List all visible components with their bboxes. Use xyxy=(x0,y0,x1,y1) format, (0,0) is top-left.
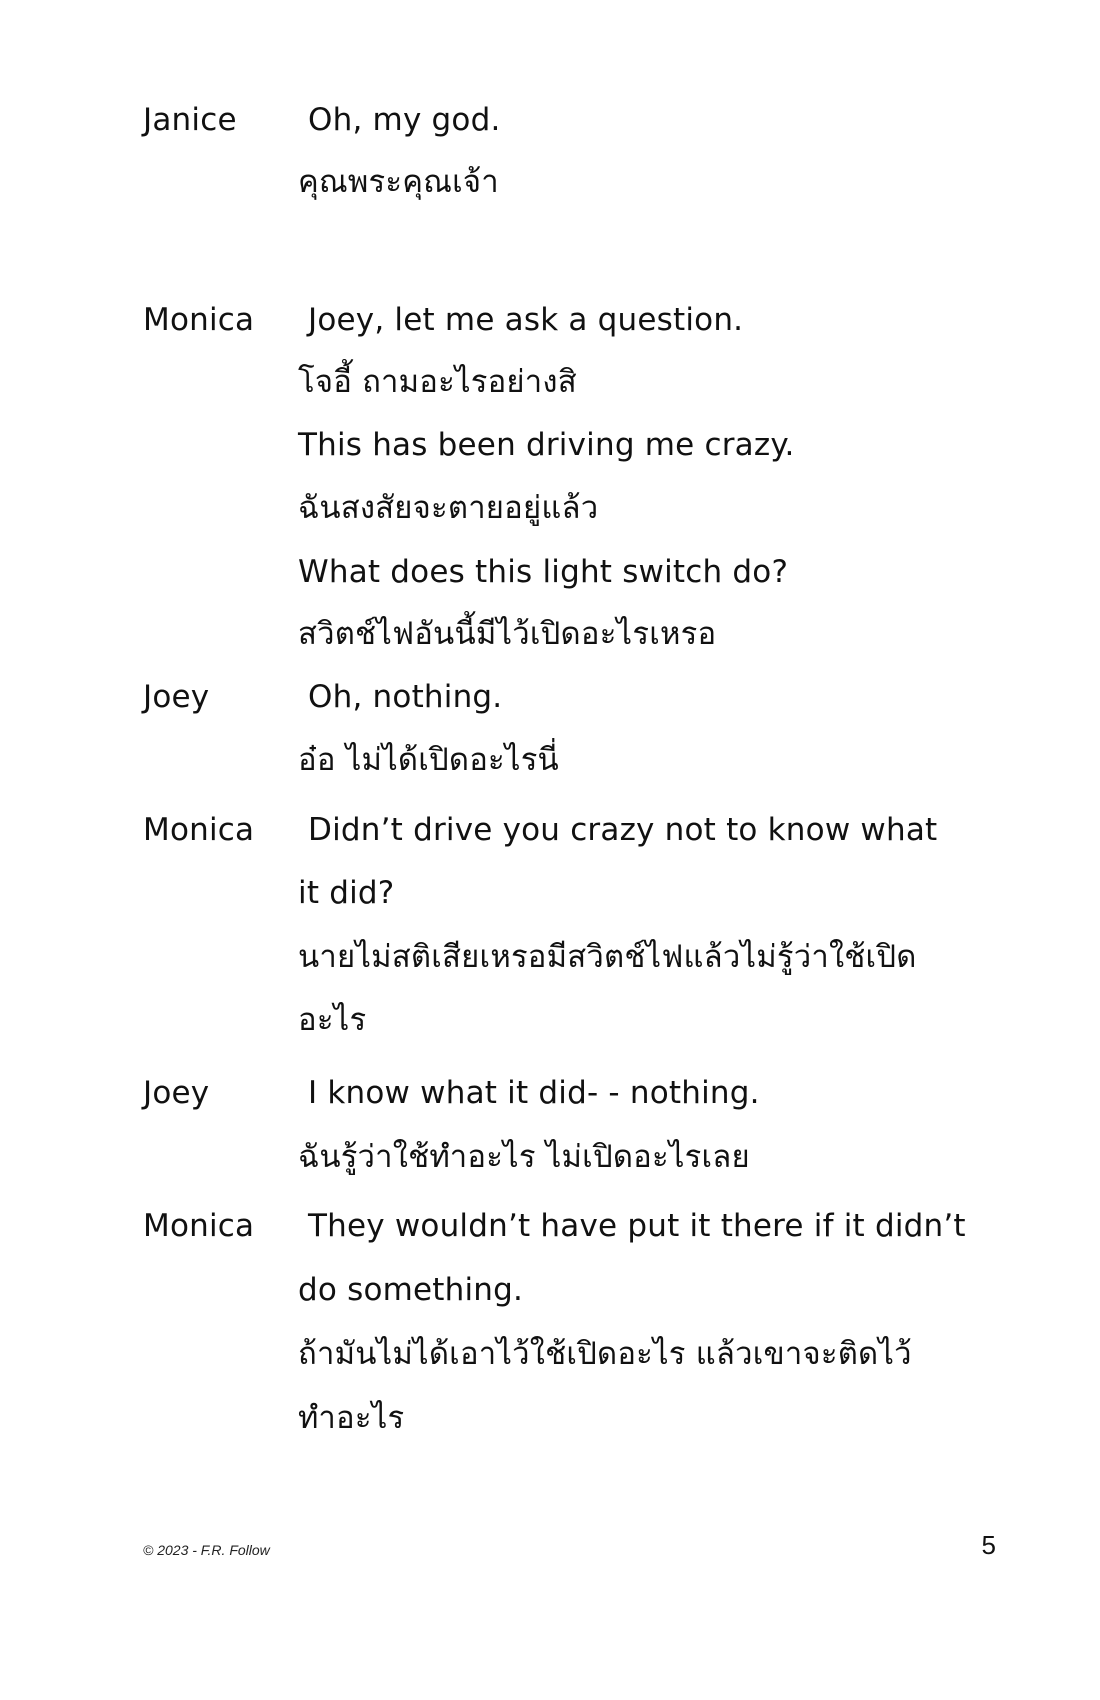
thai-line: ฉันรู้ว่าใช้ทำอะไร ไม่เปิดอะไรเลย xyxy=(298,1139,750,1175)
speaker-name: Monica xyxy=(143,812,255,848)
copyright-notice: © 2023 - F.R. Follow xyxy=(143,1542,270,1558)
english-line: Didn’t drive you crazy not to know what xyxy=(308,812,938,848)
speaker-name: Joey xyxy=(143,1075,210,1111)
english-line: it did? xyxy=(298,875,395,911)
thai-line: คุณพระคุณเจ้า xyxy=(298,164,499,200)
thai-line: ทำอะไร xyxy=(298,1400,405,1436)
speaker-name: Joey xyxy=(143,679,210,715)
thai-line: ฉันสงสัยจะตายอยู่แล้ว xyxy=(298,490,599,526)
english-line: I know what it did- - nothing. xyxy=(308,1075,760,1111)
thai-line: อะไร xyxy=(298,1002,367,1038)
thai-line: สวิตช์ไฟอันนี้มีไว้เปิดอะไรเหรอ xyxy=(298,616,717,652)
speaker-name: Monica xyxy=(143,302,255,338)
speaker-name: Monica xyxy=(143,1208,255,1244)
page-number: 5 xyxy=(981,1530,996,1560)
english-line: They wouldn’t have put it there if it didn’t xyxy=(308,1208,966,1244)
thai-line: อ๋อ ไม่ได้เปิดอะไรนี่ xyxy=(298,742,559,778)
english-line: do something. xyxy=(298,1272,524,1308)
thai-line: โจอี้ ถามอะไรอย่างสิ xyxy=(298,364,577,400)
english-line: Oh, my god. xyxy=(308,102,501,138)
english-line: Joey, let me ask a question. xyxy=(308,302,744,338)
english-line: Oh, nothing. xyxy=(308,679,503,715)
english-line: This has been driving me crazy. xyxy=(298,427,795,463)
thai-line: นายไม่สติเสียเหรอมีสวิตช์ไฟแล้วไม่รู้ว่าใช้เปิด xyxy=(298,939,917,975)
speaker-name: Janice xyxy=(143,102,237,138)
english-line: What does this light switch do? xyxy=(298,554,789,590)
thai-line: ถ้ามันไม่ได้เอาไว้ใช้เปิดอะไร แล้วเขาจะติดไว้ xyxy=(298,1336,912,1372)
